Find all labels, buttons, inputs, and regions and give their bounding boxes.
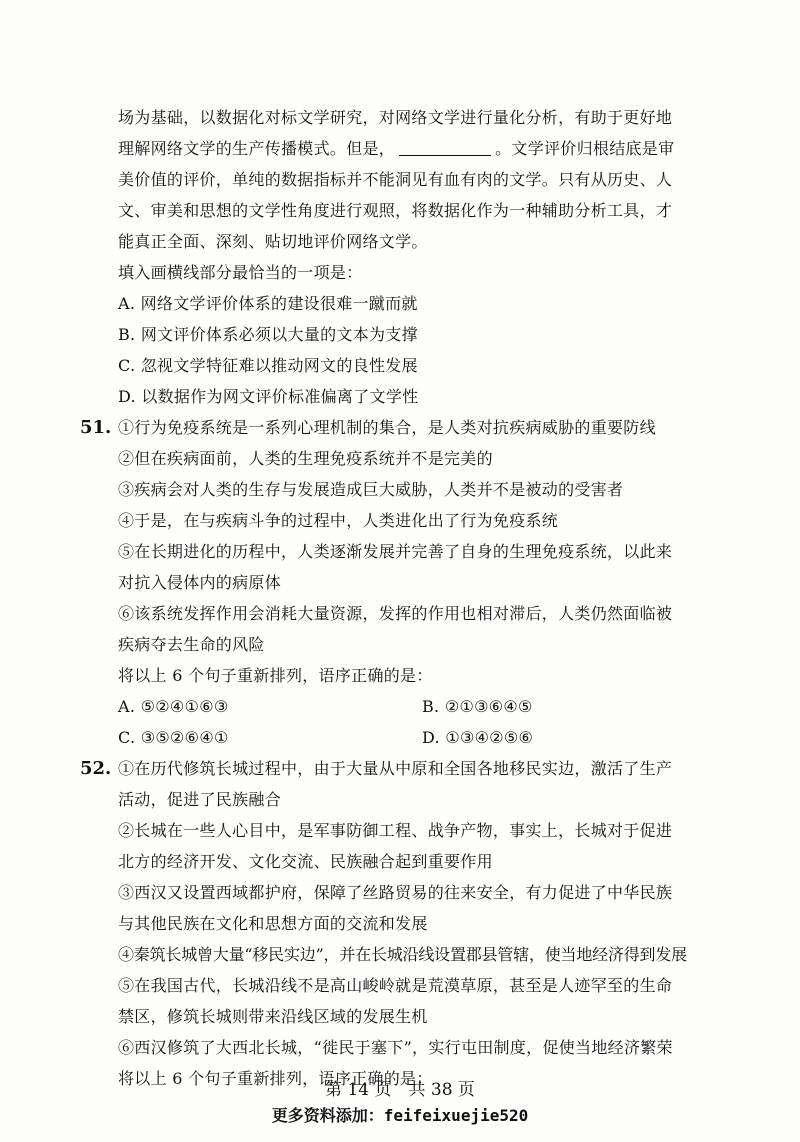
q52-sentence-4: ④秦筑长城曾大量“移民实边”，并在长城沿线设置郡县管辖，使当地经济得到发展 <box>118 945 687 964</box>
contact-line <box>0 1105 800 1127</box>
q52-sentence-3-cont: 与其他民族在文化和思想方面的交流和发展 <box>118 914 428 933</box>
q52-sentence-5-cont: 禁区，修筑长城则带来沿线区域的发展生机 <box>118 1007 428 1026</box>
q50-line-5: 能真正全面、深刻、贴切地评价网络文学。 <box>118 232 428 251</box>
q51-option-b: B. ②①③⑥④⑤ <box>422 697 533 716</box>
q51-sentence-2: ②但在疾病面前，人类的生理免疫系统并不是完美的 <box>118 449 493 468</box>
q51-prompt: 将以上 6 个句子重新排列，语序正确的是： <box>118 666 433 685</box>
q51-option-d: D. ①③④②⑤⑥ <box>422 728 534 747</box>
q52-number: 52. <box>80 758 112 779</box>
q50-line-3: 美价值的评价，单纯的数据指标并不能洞见有血有肉的文学。只有从历史、人 <box>118 170 673 189</box>
q50-line-2 <box>118 137 674 161</box>
q51-sentence-5: ⑤在长期进化的历程中，人类逐渐发展并完善了自身的生理免疫系统，以此来 <box>118 542 673 561</box>
q51-sentence-6: ⑥该系统发挥作用会消耗大量资源，发挥的作用也相对滞后，人类仍然面临被 <box>118 604 673 623</box>
q50-prompt: 填入画横线部分最恰当的一项是： <box>118 263 363 282</box>
q51-number: 51. <box>80 417 112 438</box>
q50-line-4: 文、审美和思想的文学性角度进行观照，将数据化作为一种辅助分析工具，才 <box>118 201 673 220</box>
q52-sentence-5: ⑤在我国古代，长城沿线不是高山峻岭就是荒漠草原，甚至是人迹罕至的生命 <box>118 976 673 995</box>
q51-sentence-1: ①行为免疫系统是一系列心理机制的集合，是人类对抗疾病威胁的重要防线 <box>118 418 656 437</box>
q52-sentence-2: ②长城在一些人心目中，是军事防御工程、战争产物，事实上，长城对于促进 <box>118 821 673 840</box>
q50-line-2-start: 理解网络文学的生产传播模式。但是， <box>118 139 396 158</box>
q51-sentence-4: ④于是，在与疾病斗争的过程中，人类进化出了行为免疫系统 <box>118 511 559 530</box>
q52-sentence-2-cont: 北方的经济开发、文化交流、民族融合起到重要作用 <box>118 852 493 871</box>
q51-sentence-6-cont: 疾病夺去生命的风险 <box>118 635 265 654</box>
q50-option-b: B. 网文评价体系必须以大量的文本为支撑 <box>118 325 418 344</box>
q52-sentence-1-cont: 活动，促进了民族融合 <box>118 790 282 809</box>
q50-option-a: A. 网络文学评价体系的建设很难一蹴而就 <box>118 294 418 313</box>
q51-option-c: C. ③⑤②⑥④① <box>118 728 229 747</box>
q52-sentence-6: ⑥西汉修筑了大西北长城，“徙民于塞下”，实行屯田制度，促使当地经济繁荣 <box>118 1038 673 1057</box>
q50-line-2-end: 。文学评价归根结底是审 <box>495 139 675 158</box>
q51-sentence-3: ③疾病会对人类的生存与发展造成巨大威胁，人类并不是被动的受害者 <box>118 480 624 499</box>
q52-sentence-1: ①在历代修筑长城过程中，由于大量从中原和全国各地移民实边，激活了生产 <box>118 759 673 778</box>
page-number: 第 14 页 共 38 页 <box>325 1080 475 1100</box>
q52-prompt: 将以上 6 个句子重新排列，语序正确的是： <box>118 1069 433 1088</box>
contact-label: 更多资料添加： <box>271 1106 384 1125</box>
contact-id: feifeixuejie520 <box>383 1106 529 1125</box>
q51-sentence-5-cont: 对抗入侵体内的病原体 <box>118 573 282 592</box>
q50-option-c: C. 忽视文学特征难以推动网文的良性发展 <box>118 356 418 375</box>
q50-line-1: 场为基础，以数据化对标文学研究，对网络文学进行量化分析，有助于更好地 <box>118 108 673 127</box>
q52-sentence-3: ③西汉又设置西域都护府，保障了丝路贸易的往来安全，有力促进了中华民族 <box>118 883 673 902</box>
q50-option-d: D. 以数据作为网文评价标准偏离了文学性 <box>118 387 419 406</box>
q51-option-a: A. ⑤②④①⑥③ <box>118 697 229 716</box>
answer-blank <box>399 139 491 156</box>
